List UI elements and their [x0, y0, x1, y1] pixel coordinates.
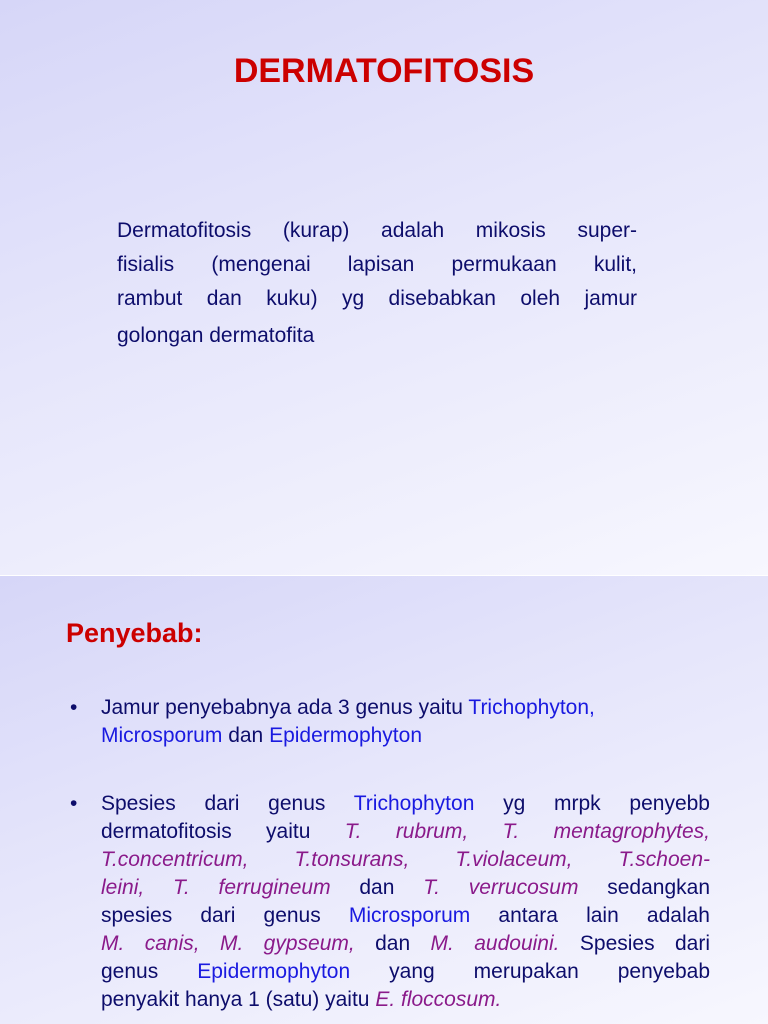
text-run: dermatofitosis yaitu [101, 820, 345, 843]
text-run: dan [222, 724, 270, 747]
text-run: Spesies dari [559, 932, 710, 955]
text-run: yang merupakan penyebab [350, 960, 710, 983]
bullet-line [101, 818, 710, 846]
bullet-line [101, 874, 710, 902]
genus-name: Microsporum [101, 724, 223, 747]
text-run: dan [354, 932, 431, 955]
bullet-item [70, 694, 710, 750]
bullet-line [101, 694, 710, 722]
species-name: T.concentricum, T.tonsurans, T.violaceum, T.schoen- [101, 848, 710, 871]
slide-title: DERMATOFITOSIS [233, 52, 535, 90]
species-name: T. rubrum, T. mentagrophytes, [344, 820, 710, 843]
bullet-line [101, 930, 710, 958]
text-run: Jamur penyebabnya ada 3 genus yaitu [101, 696, 469, 719]
bullet-icon: • [70, 792, 78, 815]
genus-name: Trichophyton, [468, 696, 595, 719]
text-run: dan [330, 876, 424, 899]
species-name: leini, T. ferrugineum [101, 876, 331, 899]
genus-name: Microsporum [348, 904, 471, 927]
definition-paragraph [117, 214, 637, 353]
species-name: T. verrucosum [423, 876, 579, 899]
slide-2 [0, 576, 768, 1024]
bullet-line [101, 722, 710, 750]
definition-line: Dermatofitosis (kurap) adalah mikosis super- [117, 219, 637, 242]
bullet-item [70, 790, 710, 1014]
text-run: Spesies dari genus [101, 792, 354, 815]
text-run: genus [101, 960, 198, 983]
species-name: E. floccosum. [375, 988, 502, 1011]
definition-line: fisialis (mengenai lapisan permukaan kulit, [117, 253, 637, 276]
section-heading: Penyebab: [66, 618, 203, 648]
definition-line: golongan dermatofita [117, 324, 315, 347]
text-run: sedangkan [578, 876, 711, 899]
text-run: yg mrpk penyebb [474, 792, 710, 815]
bullet-icon: • [70, 696, 78, 719]
bullet-line [101, 846, 710, 874]
genus-name: Trichophyton [353, 792, 475, 815]
definition-line: rambut dan kuku) yg disebabkan oleh jamur [117, 287, 637, 310]
species-name: M. canis, M. gypseum, [101, 932, 355, 955]
genus-name: Epidermophyton [197, 960, 351, 983]
genus-name: Epidermophyton [269, 724, 423, 747]
text-run: antara lain adalah [470, 904, 710, 927]
bullet-line [101, 958, 710, 986]
bullet-line [101, 790, 710, 818]
text-run: penyakit hanya 1 (satu) yaitu [101, 988, 376, 1011]
bullet-line [101, 986, 710, 1014]
species-name: M. audouini. [430, 932, 560, 955]
text-run: spesies dari genus [101, 904, 349, 927]
bullet-line [101, 902, 710, 930]
